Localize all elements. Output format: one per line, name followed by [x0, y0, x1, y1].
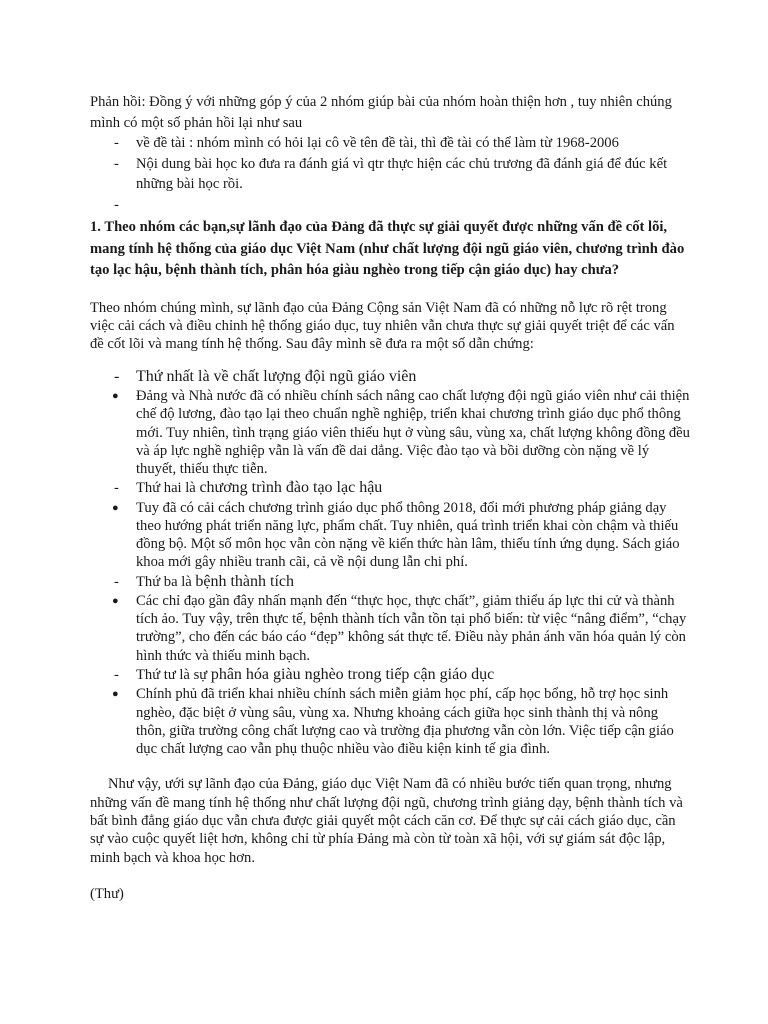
- signature: (Thư): [90, 886, 124, 903]
- question-heading: 1. Theo nhóm các bạn,sự lãnh đạo của Đảng đã thực sự giải quyết được những vấn đề cốt lõi, mang tính hệ thống của giáo dục Việt Nam (như chất lượng đội ngũ giáo viên, chương trình đào tạo lạc hậu, bệnh thành tích, phân hóa giàu nghèo trong tiếp cận giáo dục) hay chưa?: [90, 219, 685, 278]
- points-list: [90, 367, 690, 758]
- feedback-intro: Phản hồi: Đồng ý với những góp ý của 2 nhóm giúp bài của nhóm hoàn thiện hơn , tuy nhiên chúng mình có một số phản hồi lại như sau: [90, 94, 672, 131]
- point-heading: - Thứ nhất là về chất lượng đội ngũ giáo viên: [90, 367, 690, 388]
- point-detail: ● Các chỉ đạo gần đây nhấn mạnh đến “thực học, thực chất”, giảm thiểu áp lực thi cử và thành tích ảo. Tuy vậy, trên thực tế, bệnh thành tích vẫn tồn tại phổ biến: từ việc “nâng điểm”, “chạy trường”, cho đến các báo cáo “đẹp” không sát thực tế. Điều này phản ánh văn hóa quản lý còn hình thức và thiếu minh bạch.: [90, 592, 690, 665]
- point-detail: ● Tuy đã có cải cách chương trình giáo dục phổ thông 2018, đổi mới phương pháp giảng dạy theo hướng phát triển năng lực, phẩm chất. Tuy nhiên, quá trình triển khai còn chậm và thiếu đồng bộ. Một số môn học vẫn còn nặng về kiến thức hàn lâm, thiếu tính ứng dụng. Sách giáo khoa mới gây nhiều tranh cãi, cả về nội dung lẫn chi phí.: [90, 499, 690, 572]
- feedback-item: - Nội dung bài học ko đưa ra đánh giá vì qtr thực hiện các chủ trương đã đánh giá để đúc kết những bài học rồi.: [90, 154, 690, 195]
- point-heading: - Thứ tư là sự phân hóa giàu nghèo trong tiếp cận giáo dục: [90, 665, 690, 686]
- point-detail: ● Chính phủ đã triển khai nhiều chính sách miễn giảm học phí, cấp học bổng, hỗ trợ học sinh nghèo, đặc biệt ở vùng sâu, vùng xa. Nhưng khoảng cách giữa học sinh thành thị và nông thôn, giữa trường công chất lượng cao và trường địa phương vẫn còn lớn. Việc tiếp cận giáo dục chất lượng cao vẫn phụ thuộc nhiều vào điều kiện kinh tế gia đình.: [90, 685, 690, 758]
- answer-intro: Theo nhóm chúng mình, sự lãnh đạo của Đảng Cộng sản Việt Nam đã có những nỗ lực rõ rệt trong việc cải cách và điều chỉnh hệ thống giáo dục, tuy nhiên vẫn chưa thực sự giải quyết triệt để các vấn đề cốt lõi và mang tính hệ thống. Sau đây mình sẽ đưa ra một số dẫn chứng:: [90, 299, 675, 353]
- document-content: [90, 92, 690, 905]
- point-detail: ● Đảng và Nhà nước đã có nhiều chính sách nâng cao chất lượng đội ngũ giáo viên như cải thiện chế độ lương, đào tạo lại theo chuẩn nghề nghiệp, triển khai chương trình giáo dục phổ thông mới. Tuy nhiên, tình trạng giáo viên thiếu hụt ở vùng sâu, vùng xa, chất lượng không đồng đều và áp lực nghề nghiệp vẫn là vấn đề dai dẳng. Việc đào tạo và bồi dưỡng còn nặng về lý thuyết, thiếu thực tiễn.: [90, 387, 690, 478]
- feedback-item-empty: [90, 195, 690, 216]
- feedback-item: - về đề tài : nhóm mình có hỏi lại cô về tên đề tài, thì đề tài có thể làm từ 1968-2006: [90, 133, 690, 154]
- conclusion-paragraph: Như vậy, ưới sự lãnh đạo của Đảng, giáo dục Việt Nam đã có nhiều bước tiến quan trọng, nhưng những vấn đề mang tính hệ thống như chất lượng đội ngũ, chương trình giảng dạy, bệnh thành tích và bất bình đẳng giáo dục vẫn chưa được giải quyết một cách căn cơ. Để thực sự cải cách giáo dục, cần sự vào cuộc quyết liệt hơn, không chỉ từ phía Đảng mà còn từ toàn xã hội, với sự giám sát độc lập, minh bạch và khoa học hơn.: [90, 776, 683, 866]
- point-heading: - Thứ hai là chương trình đào tạo lạc hậu: [90, 478, 690, 499]
- point-heading: - Thứ ba là bệnh thành tích: [90, 572, 690, 593]
- feedback-list: [90, 133, 690, 215]
